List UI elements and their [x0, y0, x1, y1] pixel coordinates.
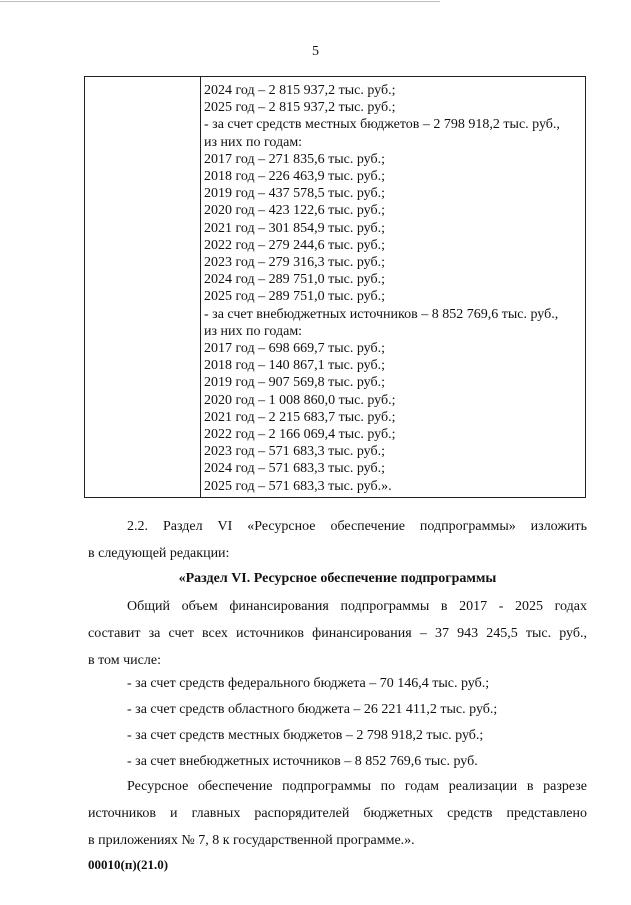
bullet-local-budgets: - за счет средств местных бюджетов – 2 798 918,2 тыс. руб.; — [127, 728, 484, 743]
bullet-extrabudgetary-sources: - за счет внебюджетных источников – 8 852 769,6 тыс. руб. — [127, 754, 478, 769]
table-line: 2018 год – 226 463,9 тыс. руб.; — [204, 169, 385, 185]
table-line: 2017 год – 271 835,6 тыс. руб.; — [204, 151, 385, 167]
table-line: 2023 год – 279 316,3 тыс. руб.; — [204, 255, 385, 271]
bullet-regional-budget: - за счет средств областного бюджета – 26 221 411,2 тыс. руб.; — [127, 702, 498, 717]
table-line: 2021 год – 301 854,9 тыс. руб.; — [204, 220, 385, 236]
table-line: 2021 год – 2 215 683,7 тыс. руб.; — [204, 409, 396, 425]
paragraph-intro-line-1: 2.2. Раздел VI «Ресурсное обеспечение подпрограммы» изложить — [127, 519, 587, 534]
table-line: 2019 год – 907 569,8 тыс. руб.; — [204, 375, 385, 391]
paragraph-total-line-2: составит за счет всех источников финансирования – 37 943 245,5 тыс. руб., — [88, 626, 587, 641]
paragraph-resources-line-2: источников и главных распорядителей бюджетных средств представлено — [88, 806, 587, 821]
table-line: 2024 год – 2 815 937,2 тыс. руб.; — [204, 83, 396, 98]
table-line: 2025 год – 2 815 937,2 тыс. руб.; — [204, 100, 396, 116]
paragraph-total-line-1: Общий объем финансирования подпрограммы в 2017 - 2025 годах — [127, 599, 587, 614]
table-line: 2020 год – 1 008 860,0 тыс. руб.; — [204, 392, 396, 408]
table-line: 2025 год – 571 683,3 тыс. руб.». — [204, 478, 392, 494]
table-line: из них по годам: — [204, 134, 303, 150]
page-number: 5 — [312, 44, 319, 59]
table-line: 2019 год – 437 578,5 тыс. руб.; — [204, 186, 385, 202]
table-line: 2022 год – 2 166 069,4 тыс. руб.; — [204, 427, 396, 443]
document-code: 00010(п)(21.0) — [88, 857, 169, 872]
table-line: 2017 год – 698 669,7 тыс. руб.; — [204, 341, 385, 357]
paragraph-total-line-3: в том числе: — [88, 653, 161, 668]
financing-table — [84, 76, 586, 498]
table-line: 2024 год – 571 683,3 тыс. руб.; — [204, 461, 385, 477]
paragraph-resources-line-3: в приложениях № 7, 8 к государственной программе.». — [88, 833, 415, 848]
table-left-cell — [85, 77, 200, 497]
table-line: 2020 год – 423 122,6 тыс. руб.; — [204, 203, 385, 219]
paragraph-intro — [88, 513, 587, 567]
table-line: 2022 год – 279 244,6 тыс. руб.; — [204, 237, 385, 253]
table-column-divider — [200, 77, 201, 497]
table-line: - за счет средств местных бюджетов – 2 798 918,2 тыс. руб., — [204, 117, 560, 133]
paragraph-intro-line-2: в следующей редакции: — [88, 546, 230, 561]
paragraph-resource-provision — [88, 773, 587, 854]
paragraph-resources-line-1: Ресурсное обеспечение подпрограммы по годам реализации в разрезе — [127, 779, 587, 794]
bullet-federal-budget: - за счет средств федерального бюджета – 70 146,4 тыс. руб.; — [127, 676, 490, 691]
table-line: 2023 год – 571 683,3 тыс. руб.; — [204, 444, 385, 460]
table-line: 2018 год – 140 867,1 тыс. руб.; — [204, 358, 385, 374]
table-line: 2024 год – 289 751,0 тыс. руб.; — [204, 272, 385, 288]
paragraph-total-financing — [88, 593, 587, 674]
table-line: - за счет внебюджетных источников – 8 852 769,6 тыс. руб., — [204, 306, 559, 322]
table-line: 2025 год – 289 751,0 тыс. руб.; — [204, 289, 385, 305]
table-line: из них по годам: — [204, 323, 303, 339]
table-right-cell — [204, 82, 583, 495]
top-edge-rule — [0, 1, 440, 2]
section-heading: «Раздел VI. Ресурсное обеспечение подпрограммы — [178, 571, 497, 586]
